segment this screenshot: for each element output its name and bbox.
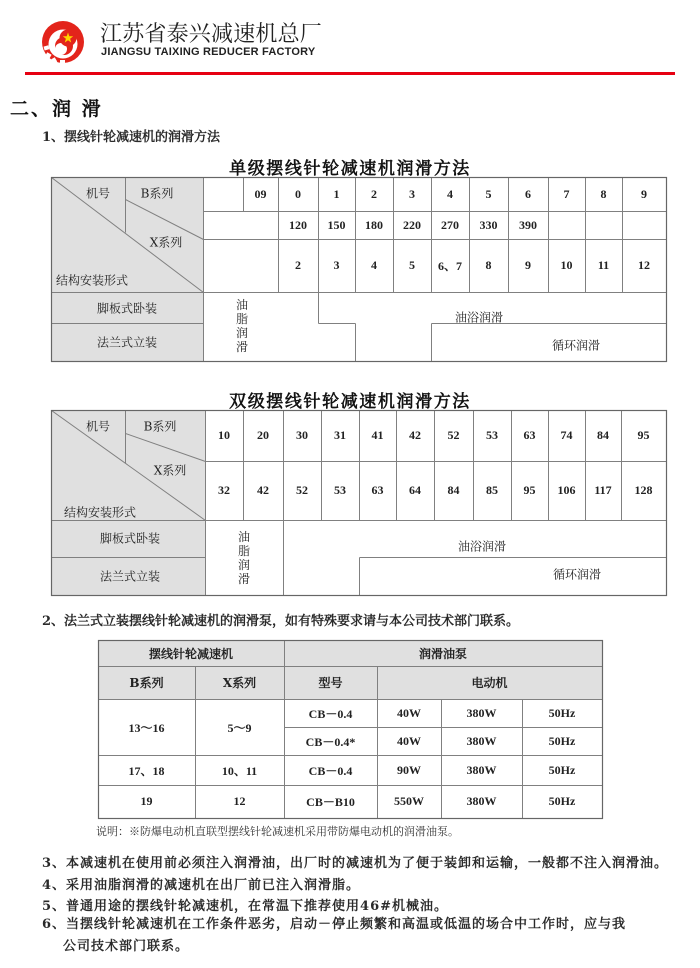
single-stage-b-row1-cell-text: 5 <box>485 186 492 201</box>
pump-row-b-series-text: 19 <box>140 794 153 808</box>
single-stage-b-row1-cell <box>431 177 469 211</box>
single-stage-x-row-cell-text: 10 <box>560 258 573 272</box>
pump-row-b-series <box>98 699 195 755</box>
pump-row-power <box>377 755 441 785</box>
single-stage-x-row-cell-text: 12 <box>638 258 650 272</box>
single-stage-b-row1-cell-text: 9 <box>641 186 647 201</box>
double-stage-x-row-cell <box>434 461 473 520</box>
pump-table-pump-header-text: 润滑油泵 <box>418 646 467 661</box>
single-stage-table-title: 单级摆线针轮减速机润滑方法 <box>229 159 471 179</box>
single-stage-x-row-cell <box>585 239 622 292</box>
double-stage-x-row-cell <box>359 461 396 520</box>
single-stage-b-row2-cell <box>393 211 431 239</box>
single-stage-b-row1-cell <box>243 177 278 211</box>
item-1-text: 1、摆线针轮减速机的润滑方法 <box>42 130 221 145</box>
pump-row-frequency-text: 50Hz <box>548 794 576 808</box>
single-stage-b-row1-cell-text: 6 <box>525 186 531 201</box>
pump-row-x-series-text: 5～9 <box>227 720 252 735</box>
single-stage-b-row2-cell <box>431 211 469 239</box>
pump-row-b-series-text: 13～16 <box>128 720 165 735</box>
double-stage-label-foot: 脚板式卧装 <box>99 531 161 546</box>
double-stage-x-row-cell-text: 52 <box>296 483 308 497</box>
pump-row-x-series <box>195 755 284 785</box>
double-stage-x-row-cell <box>243 461 283 520</box>
pump-table-col-x-series <box>195 666 284 699</box>
double-stage-label-flange: 法兰式立装 <box>99 569 161 584</box>
single-stage-b-row2-cell <box>508 211 548 239</box>
single-stage-b-row2-cell <box>318 211 355 239</box>
double-stage-x-row-cell-text: 63 <box>371 483 384 497</box>
double-stage-grease-label: 油脂润滑 <box>237 530 250 586</box>
pump-row-power-text: 90W <box>397 762 421 777</box>
single-stage-b-row2-cell-text: 150 <box>327 217 346 232</box>
single-stage-b-row1-cell <box>585 177 622 211</box>
pump-table-group-header-text: 摆线针轮减速机 <box>148 646 233 661</box>
single-stage-label-flange: 法兰式立装 <box>96 335 158 350</box>
single-stage-b-row1-cell <box>469 177 508 211</box>
single-stage-b-row1-cell-text: 3 <box>409 186 415 201</box>
single-stage-x-row-cell <box>622 239 666 292</box>
pump-table-note: 说明：※防爆电动机直联型摆线针轮减速机采用带防爆电动机的润滑油泵。 <box>96 825 459 838</box>
double-stage-b-row-cell-text: 10 <box>218 428 230 442</box>
double-stage-b-row-cell <box>359 410 396 461</box>
pump-row-model <box>284 727 377 755</box>
double-stage-x-row-cell <box>473 461 511 520</box>
double-stage-x-row-cell-text: 64 <box>409 483 421 497</box>
pump-row-power <box>377 699 441 727</box>
single-stage-b-row2-cell <box>469 211 508 239</box>
single-stage-label-model-no: 机号 <box>85 186 111 201</box>
double-stage-b-row-cell-text: 53 <box>486 428 498 442</box>
pump-table-group-header <box>98 640 284 666</box>
pump-table-col-motor-text: 电动机 <box>471 676 508 690</box>
pump-row-power-text: 40W <box>397 733 421 748</box>
pump-row-model-text: CB－0.4 <box>308 706 353 721</box>
pump-row-frequency-text: 50Hz <box>548 705 576 720</box>
double-stage-x-row-cell <box>511 461 548 520</box>
double-stage-x-row-cell-text: 128 <box>634 483 653 497</box>
double-stage-b-row-cell <box>321 410 359 461</box>
double-stage-b-row-cell <box>434 410 473 461</box>
pump-row-frequency <box>522 755 602 785</box>
item-4-text: 4、采用油脂润滑的减速机在出厂前已注入润滑脂。 <box>42 878 361 893</box>
double-stage-b-row-cell <box>548 410 585 461</box>
company-logo-icon <box>40 20 86 64</box>
double-stage-b-row-cell-text: 95 <box>637 428 650 442</box>
single-stage-b-row1-cell-text: 2 <box>371 186 377 201</box>
pump-row-model <box>284 785 377 818</box>
double-stage-x-row-cell <box>321 461 359 520</box>
item-3-text: 3、本减速机在使用前必须注入润滑油，出厂时的减速机为了便于装卸和运输，一般都不注入润滑油。 <box>42 856 669 871</box>
pump-row-x-series-text: 12 <box>233 794 246 808</box>
single-stage-b-row1-cell-text: 4 <box>447 186 453 201</box>
single-stage-b-row1-cell <box>548 177 585 211</box>
single-stage-b-row1-cell <box>622 177 666 211</box>
pump-row-power <box>377 727 441 755</box>
double-stage-circulation-label: 循环润滑 <box>552 567 602 582</box>
double-stage-x-row-cell-text: 84 <box>447 483 460 497</box>
pump-row-x-series-text: 10、11 <box>221 763 258 778</box>
double-stage-b-row-cell-text: 52 <box>447 428 460 442</box>
double-stage-b-row-cell-text: 41 <box>371 428 384 442</box>
pump-row-voltage-text: 380W <box>466 733 497 748</box>
single-stage-b-row2-cell-text: 270 <box>441 217 459 232</box>
single-stage-oil-bath-label: 油浴润滑 <box>454 310 504 325</box>
pump-row-model-text: CB－0.4 <box>308 763 353 778</box>
single-stage-x-row-cell-text: 11 <box>597 258 610 272</box>
pump-row-power-text: 550W <box>394 794 424 808</box>
double-stage-x-row-cell <box>585 461 621 520</box>
double-stage-b-row-cell-text: 74 <box>560 428 573 442</box>
double-stage-b-row-cell-text: 63 <box>523 428 536 442</box>
pump-row-voltage-text: 380W <box>466 794 497 808</box>
double-stage-x-row-cell <box>548 461 585 520</box>
pump-row-b-series <box>98 785 195 818</box>
double-stage-b-row-cell <box>621 410 666 461</box>
pump-row-power-text: 40W <box>397 705 421 720</box>
section-title: 二、润 滑 <box>10 98 103 120</box>
pump-row-b-series-text: 17、18 <box>128 763 165 778</box>
double-stage-x-row-cell-text: 95 <box>523 483 536 497</box>
single-stage-x-row-cell <box>355 239 393 292</box>
pump-row-model <box>284 755 377 785</box>
pump-row-power <box>377 785 441 818</box>
double-stage-b-row-cell <box>243 410 283 461</box>
single-stage-b-row2-cell-text: 180 <box>365 217 383 232</box>
single-stage-b-row2-cell-text: 120 <box>289 217 307 232</box>
double-stage-b-row-cell-text: 30 <box>296 428 308 442</box>
single-stage-b-row2-cell <box>278 211 318 239</box>
item-5-text: 5、普通用途的摆线针轮减速机，在常温下推荐使用46#机械油。 <box>42 899 449 914</box>
item-2-text: 2、法兰式立装摆线针轮减速机的润滑泵，如有特殊要求请与本公司技术部门联系。 <box>42 614 520 629</box>
double-stage-label-x-series: X系列 <box>153 463 187 478</box>
single-stage-b-row1-cell <box>355 177 393 211</box>
single-stage-x-row-cell-text: 9 <box>525 258 531 272</box>
pump-row-frequency-text: 50Hz <box>548 733 576 748</box>
pump-row-frequency <box>522 785 602 818</box>
double-stage-b-row-cell-text: 31 <box>334 428 346 442</box>
pump-row-voltage-text: 380W <box>466 762 497 777</box>
pump-table-pump-header <box>284 640 602 666</box>
double-stage-b-row-cell <box>205 410 243 461</box>
pump-row-frequency <box>522 699 602 727</box>
double-stage-b-row-cell <box>585 410 621 461</box>
pump-table-col-b-series-text: B系列 <box>129 676 164 690</box>
single-stage-x-row-cell <box>508 239 548 292</box>
single-stage-x-row-cell <box>278 239 318 292</box>
double-stage-x-row-cell-text: 53 <box>334 483 346 497</box>
double-stage-x-row-cell-text: 106 <box>557 483 576 497</box>
single-stage-b-row1-cell-text: 09 <box>254 186 267 201</box>
single-stage-label-x-series: X系列 <box>149 235 183 250</box>
double-stage-b-row-cell <box>473 410 511 461</box>
pump-row-model-text: CB－B10 <box>306 795 355 809</box>
single-stage-x-row-cell-text: 3 <box>333 258 340 272</box>
single-stage-b-row1-cell <box>278 177 318 211</box>
single-stage-x-row-cell <box>548 239 585 292</box>
single-stage-x-row-cell-text: 4 <box>371 258 377 272</box>
single-stage-label-mounting: 结构安装形式 <box>55 273 129 288</box>
single-stage-b-row1-cell <box>393 177 431 211</box>
double-stage-label-b-series: B系列 <box>143 419 177 434</box>
pump-row-voltage-text: 380W <box>466 705 497 720</box>
pump-row-model <box>284 699 377 727</box>
pump-row-b-series <box>98 755 195 785</box>
pump-table-col-model <box>284 666 377 699</box>
double-stage-b-row-cell-text: 20 <box>257 428 269 442</box>
double-stage-x-row-cell-text: 42 <box>257 483 269 497</box>
single-stage-b-row1-cell-text: 1 <box>333 186 340 201</box>
pump-row-voltage <box>441 727 522 755</box>
double-stage-b-row-cell-text: 84 <box>597 428 609 442</box>
pump-row-frequency <box>522 727 602 755</box>
double-stage-x-row-cell <box>283 461 321 520</box>
double-stage-label-mounting: 结构安装形式 <box>63 505 137 520</box>
single-stage-b-row2-cell-text: 390 <box>519 217 537 232</box>
single-stage-b-row1-cell-text: 0 <box>295 186 301 201</box>
double-stage-b-row-cell-text: 42 <box>409 428 421 442</box>
pump-row-frequency-text: 50Hz <box>548 762 576 777</box>
double-stage-x-row-cell-text: 85 <box>486 483 498 497</box>
single-stage-b-row1-cell <box>508 177 548 211</box>
single-stage-x-row-cell <box>318 239 355 292</box>
pump-table-col-model-text: 型号 <box>318 676 343 690</box>
single-stage-x-row-cell-text: 2 <box>295 258 301 272</box>
single-stage-x-row-cell <box>431 239 469 292</box>
single-stage-b-row1-cell <box>318 177 355 211</box>
double-stage-x-row-cell <box>621 461 666 520</box>
single-stage-x-row-cell-text: 8 <box>485 258 492 272</box>
single-stage-label-foot: 脚板式卧装 <box>96 301 158 316</box>
pump-row-model-text: CB－0.4* <box>305 734 356 749</box>
double-stage-oil-bath-label: 油浴润滑 <box>457 539 507 554</box>
single-stage-x-row-cell <box>469 239 508 292</box>
pump-row-voltage <box>441 699 522 727</box>
single-stage-b-row2-cell-text: 220 <box>403 217 421 232</box>
pump-table-col-motor <box>377 666 602 699</box>
single-stage-circulation-label: 循环润滑 <box>551 338 601 353</box>
pump-table-col-x-series-text: X系列 <box>222 676 257 690</box>
double-stage-x-row-cell <box>205 461 243 520</box>
single-stage-grease-label: 油脂润滑 <box>235 298 248 354</box>
double-stage-x-row-cell-text: 32 <box>218 483 230 497</box>
pump-row-voltage <box>441 755 522 785</box>
double-stage-b-row-cell <box>283 410 321 461</box>
single-stage-x-row-cell-text: 5 <box>409 258 415 272</box>
double-stage-b-row-cell <box>511 410 548 461</box>
double-stage-table-title: 双级摆线针轮减速机润滑方法 <box>229 392 471 412</box>
pump-table-col-b-series <box>98 666 195 699</box>
single-stage-b-row1-cell-text: 8 <box>600 186 607 201</box>
company-name-cn: 江苏省泰兴减速机总厂 <box>100 22 323 47</box>
single-stage-b-row1-cell-text: 7 <box>563 186 570 201</box>
single-stage-x-row-cell <box>393 239 431 292</box>
header-divider <box>25 72 675 75</box>
double-stage-x-row-cell <box>396 461 434 520</box>
pump-row-voltage <box>441 785 522 818</box>
single-stage-b-row2-cell <box>355 211 393 239</box>
single-stage-label-b-series: B系列 <box>140 186 174 201</box>
pump-row-x-series <box>195 699 284 755</box>
pump-row-x-series <box>195 785 284 818</box>
double-stage-x-row-cell-text: 117 <box>594 483 612 497</box>
item-6-text: 6、当摆线针轮减速机在工作条件恶劣，启动－停止频繁和高温或低温的场合中工作时，应与我公司技术部门联系。 <box>42 917 627 954</box>
single-stage-b-row2-cell-text: 330 <box>479 217 498 232</box>
single-stage-x-row-cell-text: 6、7 <box>437 259 462 273</box>
double-stage-label-model-no: 机号 <box>85 419 111 434</box>
double-stage-b-row-cell <box>396 410 434 461</box>
company-name-en: JIANGSU TAIXING REDUCER FACTORY <box>101 46 316 58</box>
